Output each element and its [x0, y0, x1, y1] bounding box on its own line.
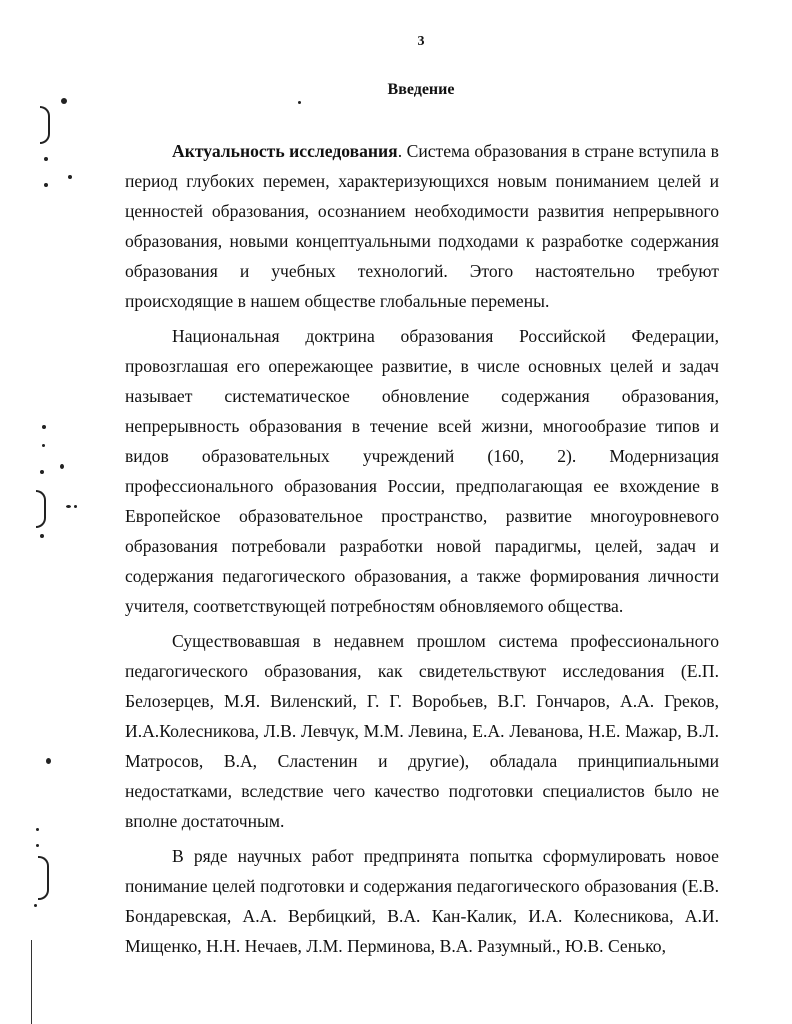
page-number: 3	[417, 34, 425, 49]
scan-speck	[66, 505, 71, 508]
paragraph-lead: Актуальность исследования	[172, 141, 398, 161]
scan-speck	[44, 157, 48, 161]
paragraph-relevance	[125, 136, 719, 316]
scan-speck	[61, 98, 67, 104]
scan-speck	[36, 844, 39, 847]
scan-speck	[74, 505, 77, 508]
body-text	[125, 136, 719, 961]
scan-speck	[36, 828, 39, 831]
scan-speck	[46, 758, 51, 764]
paragraph-new-understanding	[125, 841, 719, 961]
scan-speck	[40, 534, 44, 538]
scan-speck	[298, 101, 301, 104]
scan-speck	[44, 183, 48, 187]
paragraph-text: Существовавшая в недавнем прошлом система профессионального педагогического образования, как свидетельствуют исследования (Е.П. Белозерцев, М.Я. Виленский, Г. Г. Воробьев, В.Г. Гончаров, А.А. Греков, И.А.Колесникова, Л.В. Левчук, М.М. Левина, Е.А. Леванова, Н.Е. Мажар, В.Л. Матросов, В.А, Сластенин и другие), обладала принципиальными недостатками, вследствие чего качество подготовки специалистов было не вполне достаточным.	[125, 631, 719, 831]
section-title: Введение	[387, 81, 455, 98]
scan-speck	[40, 470, 44, 474]
paragraph-doctrine	[125, 321, 719, 621]
paragraph-text: Национальная доктрина образования Российской Федерации, провозглашая его опережающее развитие, в числе основных целей и задач называет систематическое обновление содержания образования, непрерывность образования в течение всей жизни, многообразие типов и видов образовательных учреждений (160, 2). Модернизация профессионального образования России, предполагающая ее вхождение в Европейское образовательное пространство, развитие многоуровневого образования потребовали разработки новой парадигмы, целей, задач и содержания педагогического образования, а также формирования личности учителя, соответствующей потребностям обновляемого общества.	[125, 326, 719, 616]
paragraph-former-system	[125, 626, 719, 836]
scan-speck	[60, 464, 64, 469]
scan-speck	[42, 444, 45, 447]
scan-bracket-mark	[36, 490, 46, 528]
paragraph-text: В ряде научных работ предпринята попытка сформулировать новое понимание целей подготовки и содержания педагогического образования (Е.В. Бондаревская, А.А. Вербицкий, В.А. Кан-Калик, И.А. Колесникова, А.И. Мищенко, Н.Н. Нечаев, Л.М. Перминова, В.А. Разумный., Ю.В. Сенько,	[125, 846, 719, 956]
scan-speck	[34, 904, 37, 907]
scan-bracket-mark	[38, 856, 49, 900]
scan-speck	[42, 425, 46, 429]
paragraph-text: . Система образования в стране вступила в период глубоких перемен, характеризующихся новым пониманием целей и ценностей образования, осознанием необходимости развития непрерывного образования, новыми концептуальными подходами к разработке содержания образования и учебных технологий. Этого настоятельно требуют происходящие в нашем обществе глобальные перемены.	[125, 141, 719, 311]
scan-edge-line	[31, 940, 32, 1024]
scan-speck	[68, 175, 72, 179]
scan-bracket-mark	[40, 106, 50, 144]
